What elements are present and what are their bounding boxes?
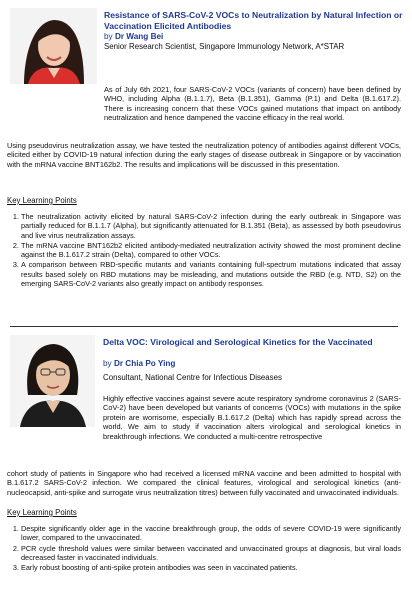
section1-byline <box>104 32 404 42</box>
list-item: 2. PCR cycle threshold values were similar between vaccinated and unvaccinated groups at diagnosis, but viral loads decreased faster in vaccinated individuals. <box>21 544 401 563</box>
section2-affiliation: Consultant, National Centre for Infectious Diseases <box>103 373 282 382</box>
section1-abstract-full: Using pseudovirus neutralization assay, we have tested the neutralization potency of antibodies against different VOCs, elicited either by COVID-19 natural infection during the early stages of disease outbreak in Singapore or by vaccination with the mRNA vaccine BNT162b2. The results and implications will be discussed in this presentation. <box>7 141 401 169</box>
list-item: 3. Early robust boosting of anti-spike protein antibodies was seen in vaccinated patients. <box>21 563 401 572</box>
section1-by: by <box>104 32 115 41</box>
section2-speaker: Dr Chia Po Ying <box>113 359 176 368</box>
section2-abstract-full: cohort study of patients in Singapore who had received a licensed mRNA vaccine and been admitted to hospital with B.1.617.2 SARS-CoV-2 infection. We compared the clinical features, virological and serological kinetics (anti-nucleocapsid, anti-spike and surrogate virus neutralization titres) between fully vaccinated and unvaccinated individuals. <box>7 469 401 497</box>
section2-by: by <box>103 359 114 368</box>
section2-abstract-side: Highly effective vaccines against severe acute respiratory syndrome coronavirus 2 (SARS-CoV-2) have been developed but variants of concerns (VOCs) with mutations in the spike protein are worrisome, especially B.1.617.2 (Delta) which has rapidly spread across the world. We aim to study if vaccination alters virological and serological kinetics in breakthrough infections. We conducted a multi-centre retrospective <box>103 394 401 441</box>
speaker-photo-wang-bei <box>10 8 97 84</box>
speaker-photo-chia-po-ying <box>10 335 95 427</box>
section1-affiliation: Senior Research Scientist, Singapore Immunology Network, A*STAR <box>104 42 345 51</box>
section1-abstract-side: As of July 6th 2021, four SARS-CoV-2 VOCs (variants of concern) have been defined by WHO, including Alpha (B.1.1.7), Beta (B.1.351), Gamma (P.1) and Delta (B.1.617.2). There is increasing concern that these VOCs gained mutations that impact on antibody neutralization and hence dampened the vaccine efficacy in the real world. <box>104 85 401 123</box>
section2-title: Delta VOC: Virological and Serological Kinetics for the Vaccinated <box>103 337 373 347</box>
section1-key-points-list <box>7 212 401 289</box>
section-divider <box>10 326 398 327</box>
section2-byline <box>103 359 403 369</box>
section1-title: Resistance of SARS-CoV-2 VOCs to Neutralization by Natural Infection or Vaccination Elicited Antibodies <box>104 10 403 31</box>
list-item: 1. The neutralization activity elicited by natural SARS-CoV-2 infection during the early outbreak in Singapore was partially reduced for B.1.1.7 (Alpha), but significantly attenuated for B.1.351 (Beta), as assessed by both pseudovirus and live virus neutralization assays. <box>21 212 401 240</box>
list-item: 1. Despite significantly older age in the vaccine breakthrough group, the odds of severe COVID-19 were significantly lower, compared to the unvaccinated. <box>21 524 401 543</box>
list-item: 2. The mRNA vaccine BNT162b2 elicited antibody-mediated neutralization activity showed the most prominent decline against the B.1.617.2 strain (Delta), compared to other VOCs. <box>21 241 401 260</box>
section1-key-points-heading: Key Learning Points <box>7 196 77 205</box>
section2-key-points-list <box>7 524 401 573</box>
section2-key-points-heading: Key Learning Points <box>7 508 77 517</box>
list-item: 3. A comparison between RBD-specific mutants and variants containing full-spectrum mutations indicated that assay results based solely on RBD mutations may be misleading, and mutations outside the RBD (e.g. NTD, S2) on the emerging SARS-CoV-2 variants also greatly impact on antibody responses. <box>21 260 401 288</box>
section1-speaker: Dr Wang Bei <box>114 32 164 41</box>
